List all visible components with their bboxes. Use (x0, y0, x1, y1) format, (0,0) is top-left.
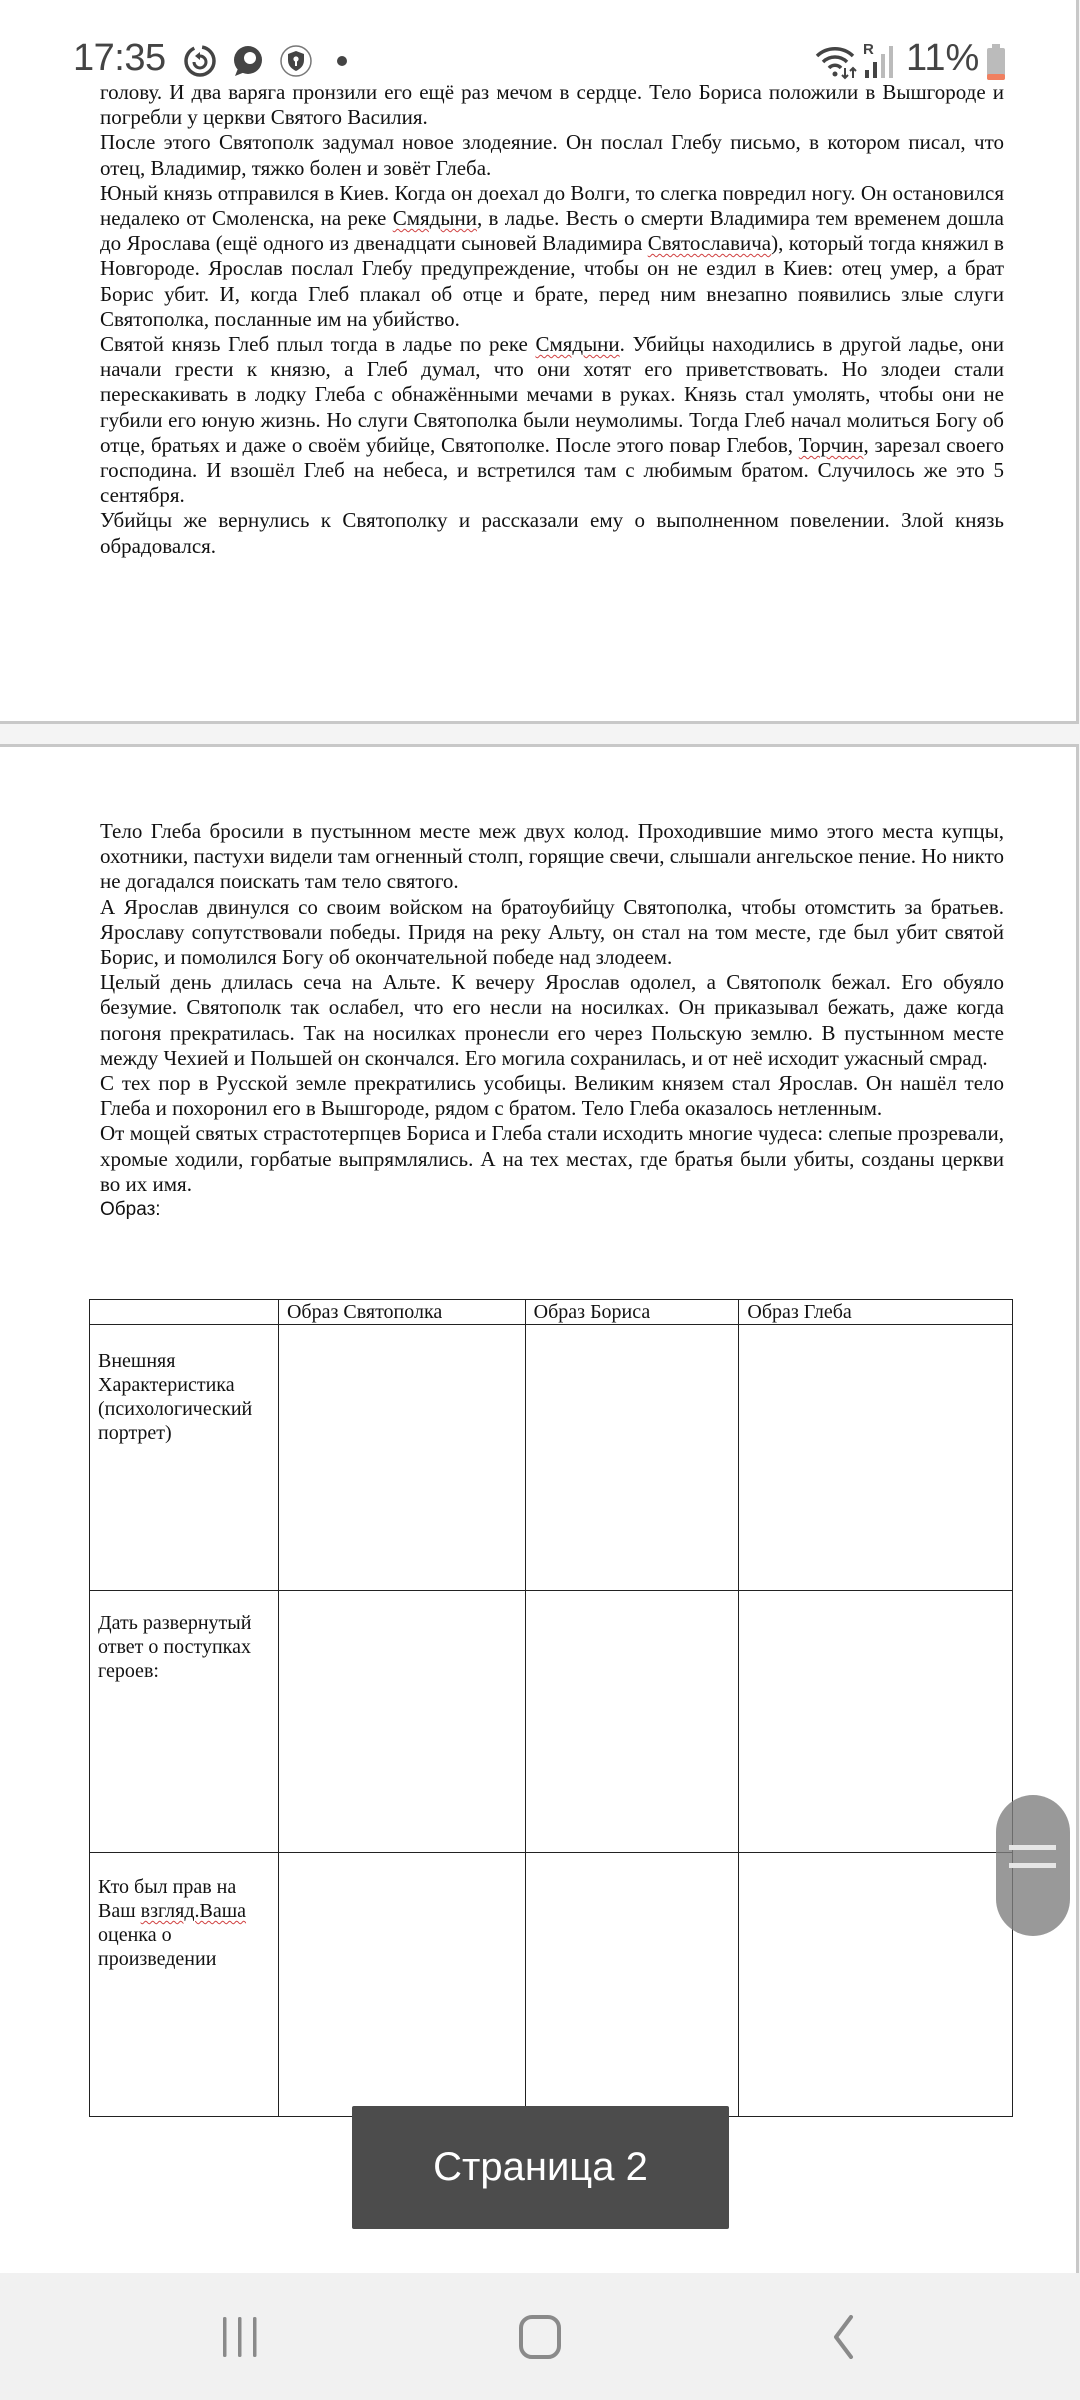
home-icon (518, 2315, 562, 2359)
paragraph: Убийцы же вернулись к Святополку и рассказали ему о выполненном повелении. Злой князь обрадовался. (100, 508, 1004, 558)
page-2-text (100, 819, 1004, 1222)
paragraph: А Ярослав двинулся со своим войском на братоубийцу Святополка, чтобы отомстить за братьев. Ярославу сопутствовали победы. Придя на реку Альту, он стал на том месте, где был убит святой Борис, и помолился Богу об окончательной победе над злодеем. (100, 894, 1004, 970)
spellcheck-flagged-word: Смядыни (392, 206, 477, 231)
recent-apps-button[interactable] (160, 2273, 320, 2400)
image-label: Образ: (100, 1199, 161, 1221)
paragraph: Юный князь отправился в Киев. Когда он доехал до Волги, то слегка повредил ногу. Он остановился недалеко от Смоленска, на реке Смядыни, в ладье. Весть о смерти Владимира тем временем дошла до Ярослава (ещё одного из двенадцати сыновей Владимира Святославича), который тогда княжил в Новгороде. Ярослав послал Глебу предупреждение, чтобы он не ездил в Киев: отец умер, а брат Борис убит. И, когда Глеб плакал об отце и брате, перед ним внезапно появились злые слуги Святополка, посланные им на убийство. (100, 180, 1004, 331)
row-label-text: Кто был прав на Ваш (98, 1876, 237, 1922)
table-row (90, 1591, 1013, 1853)
back-icon (828, 2315, 858, 2359)
table-cell (525, 1853, 739, 2117)
table-header-cell: Образ Святополка (278, 1300, 525, 1325)
table-row (90, 1853, 1013, 2117)
table-cell (739, 1325, 1013, 1591)
page-indicator-label: Страница 2 (433, 2145, 648, 2189)
spellcheck-flagged-word: Торчин (798, 432, 864, 457)
spellcheck-flagged-word: Смядыни (535, 332, 620, 357)
table-cell (525, 1591, 739, 1853)
paragraph: С тех пор в Русской земле прекратились усобицы. Великим князем стал Ярослав. Он нашёл тело Глеба и похоронил его в Вышгороде, рядом с братом. Тело Глеба оказалось нетленным. (100, 1071, 1004, 1121)
paragraph: От мощей святых страстотерпцев Бориса и Глеба стали исходить многие чудеса: слепые прозревали, хромые ходили, горбатые выпрямлялись. А на тех местах, где братья были убиты, созданы церкви во их имя. (100, 1121, 1004, 1196)
paragraph: Святой князь Глеб плыл тогда в ладье по реке Смядыни. Убийцы находились в другой ладье, они начали грести к князю, а Глеб думал, что они хотят его приветствовать. Но злодеи стали перескакивать в лодку Глеба с обнажёнными мечами в руках. Князь стал умолять, чтобы они не губили его юную жизнь. Но слуги Святополка были неумолимы. Тогда Глеб начал молиться Богу об отце, братьях и даже о своём убийце, Святополке. После этого повар Глебов, Торчин, зарезал своего господина. И взошёл Глеб на небеса, и встретился там с любимым братом. Случилось же это 5 сентября. (100, 332, 1004, 508)
row-label: Внешняя Характеристика (психологический портрет) (90, 1325, 279, 1591)
home-button[interactable] (460, 2273, 620, 2400)
table-cell (739, 1853, 1013, 2117)
table-header-cell: Образ Глеба (739, 1300, 1013, 1325)
paragraph: Целый день длилась сеча на Альте. К вечеру Ярослав одолел, а Святополк бежал. Его обуяло безумие. Святополк так ослабел, что его несли на носилках. Он приказывал бежать, даже когда погоня прекратилась. Так на носилках пронесли его через Польскую землю. В пустынном месте между Чехией и Польшей он скончался. Его могила сохранилась, и от неё исходит ужасный смрад. (100, 970, 1004, 1070)
clock: 17:35 (73, 37, 166, 79)
row-label-text: оценка о произведении (98, 1924, 217, 1970)
system-nav-bar (0, 2273, 1080, 2400)
page-1-text (100, 80, 1004, 559)
spellcheck-flagged-word: Святославича (647, 231, 772, 256)
fast-scroll-handle[interactable] (996, 1795, 1070, 1936)
row-label: Дать развернутый ответ о поступках героев: (90, 1591, 279, 1853)
paragraph: голову. И два варяга пронзили его ещё раз мечом в сердце. Тело Бориса положили в Вышгороде и погребли у церкви Святого Василия. (100, 80, 1004, 130)
character-analysis-table (89, 1299, 1013, 2117)
battery-percent: 11% (906, 37, 980, 79)
paragraph: После этого Святополк задумал новое злодеяние. Он послал Глебу письмо, в котором писал, что отец, Владимир, тяжко болен и зовёт Глеба. (100, 130, 1004, 180)
table-cell (278, 1591, 525, 1853)
back-button[interactable] (763, 2273, 923, 2400)
spellcheck-flagged-word: взгляд.Ваша (140, 1900, 247, 1922)
paragraph: Тело Глеба бросили в пустынном месте меж двух колод. Проходившие мимо этого места купцы, охотники, пастухи видели там огненный столп, горящие свечи, слышали ангельское пение. Но никто не догадался поискать там тело святого. (100, 819, 1004, 894)
table-header-cell: Образ Бориса (525, 1300, 739, 1325)
table-cell (278, 1325, 525, 1591)
table-header-row (90, 1300, 1013, 1325)
row-label (90, 1853, 279, 2117)
recent-apps-icon (220, 2316, 260, 2358)
table-cell (278, 1853, 525, 2117)
table-cell (739, 1591, 1013, 1853)
table-header-cell (90, 1300, 279, 1325)
table-row (90, 1325, 1013, 1591)
document-page-1[interactable] (0, 0, 1079, 724)
page-indicator (352, 2106, 729, 2229)
page-separator (0, 724, 1080, 744)
table-cell (525, 1325, 739, 1591)
svg-text:R: R (863, 41, 874, 58)
